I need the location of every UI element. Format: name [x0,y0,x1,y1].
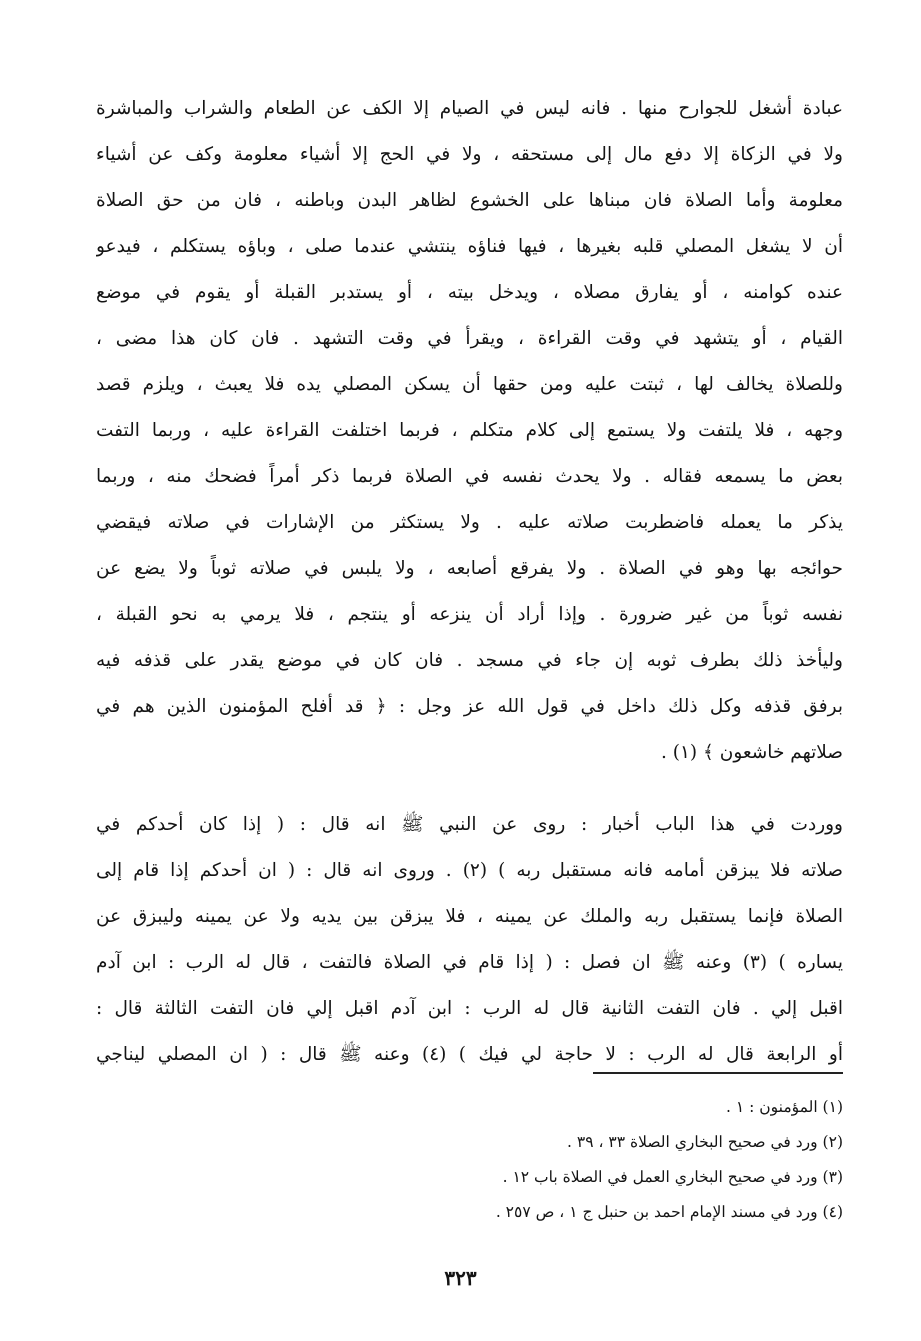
text-line: معلومة وأما الصلاة فان مبناها على الخشوع لظاهر البدن وباطنه ، فان من حق الصلاة [96,190,843,211]
footnote-4: (٤) ورد في مسند الإمام احمد بن حنبل ج ١ ، ص ٢٥٧ . [495,1203,843,1221]
text-line: نفسه ثوباً من غير ضرورة . وإذا أراد أن ينزعه أو ينتجم ، فلا يرمي به نحو القبلة ، [96,604,843,625]
text-line: ووردت في هذا الباب أخبار : روى عن النبي ﷺ انه قال : ( إذا كان أحدكم في [96,814,843,835]
paragraph-2 [96,802,843,1078]
text-line: أن لا يشغل المصلي قلبه بغيرها ، فيها فناؤه ينتشي عندما صلى ، وباؤه يستكلم ، فيدعو [96,236,843,257]
footnote-3: (٣) ورد في صحيح البخاري العمل في الصلاة باب ١٢ . [502,1168,843,1186]
footnote-1: (١) المؤمنون : ١ . [726,1098,843,1116]
text-line: الصلاة فإنما يستقبل ربه والملك عن يمينه ، فلا يبزقن بين يديه ولا عن يمينه وليبزق عن [96,906,843,927]
text-line: اقبل إلي . فان التفت الثانية قال له الرب : ابن آدم اقبل إلي فان التفت الثالثة قال : [96,998,843,1019]
text-line: يساره ) (٣) وعنه ﷺ ان فصل : ( إذا قام في الصلاة فالتفت ، قال له الرب : ابن آدم [96,952,843,973]
main-text [96,86,843,1078]
text-line: يذكر ما يعمله فاضطربت صلاته عليه . ولا يستكثر من الإشارات في صلاته فيقضي [96,512,843,533]
text-line: صلاته فلا يبزقن أمامه فانه مستقبل ربه ) (٢) . وروى انه قال : ( ان أحدكم إذا قام إلى [96,860,843,881]
text-line: القيام ، أو يتشهد في وقت القراءة ، ويقرأ في وقت التشهد . فان كان هذا مضى ، [96,328,843,349]
text-line: عبادة أشغل للجوارح منها . فانه ليس في الصيام إلا الكف عن الطعام والشراب والمباشرة [96,98,843,119]
footnotes [283,1090,843,1230]
footnote-divider [593,1072,843,1074]
text-line: حوائجه بها وهو في الصلاة . ولا يفرقع أصابعه ، ولا يلبس في صلاته ثوباً ولا يضع عن [96,558,843,579]
text-line: بعض ما يسمعه فقاله . ولا يحدث نفسه في الصلاة فربما ذكر أمراً فضحك منه ، وربما [96,466,843,487]
text-line: صلاتهم خاشعون ﴾ (١) . [661,742,843,763]
text-line: ولا في الزكاة إلا دفع مال إلى مستحقه ، ولا في الحج إلا أشياء معلومة وكف عن أشياء [96,144,843,165]
text-line: عنده كوامنه ، أو يفارق مصلاه ، ويدخل بيته ، أو يستدبر القبلة أو يقوم في موضع [96,282,843,303]
text-line: وليأخذ ذلك بطرف ثوبه إن جاء في مسجد . فان كان في موضع يقدر على قذفه فيه [96,650,843,671]
page-number: ٣٢٣ [444,1266,477,1290]
text-line: وللصلاة يخالف لها ، ثبتت عليه ومن حقها أن يسكن المصلي يده فلا يعبث ، ويلزم قصد [96,374,843,395]
paragraph-1 [96,86,843,776]
text-line: وجهه ، فلا يلتفت ولا يستمع إلى كلام متكلم ، فربما اختلفت القراءة عليه ، وربما التفت [96,420,843,441]
footnote-2: (٢) ورد في صحيح البخاري الصلاة ٣٣ ، ٣٩ . [567,1133,843,1151]
text-line: برفق قذفه وكل ذلك داخل في قول الله عز وجل : ﴿ قد أفلح المؤمنون الذين هم في [96,696,843,717]
text-line: أو الرابعة قال له الرب : لا حاجة لي فيك ) (٤) وعنه ﷺ قال : ( ان المصلي ليناجي [96,1044,843,1065]
